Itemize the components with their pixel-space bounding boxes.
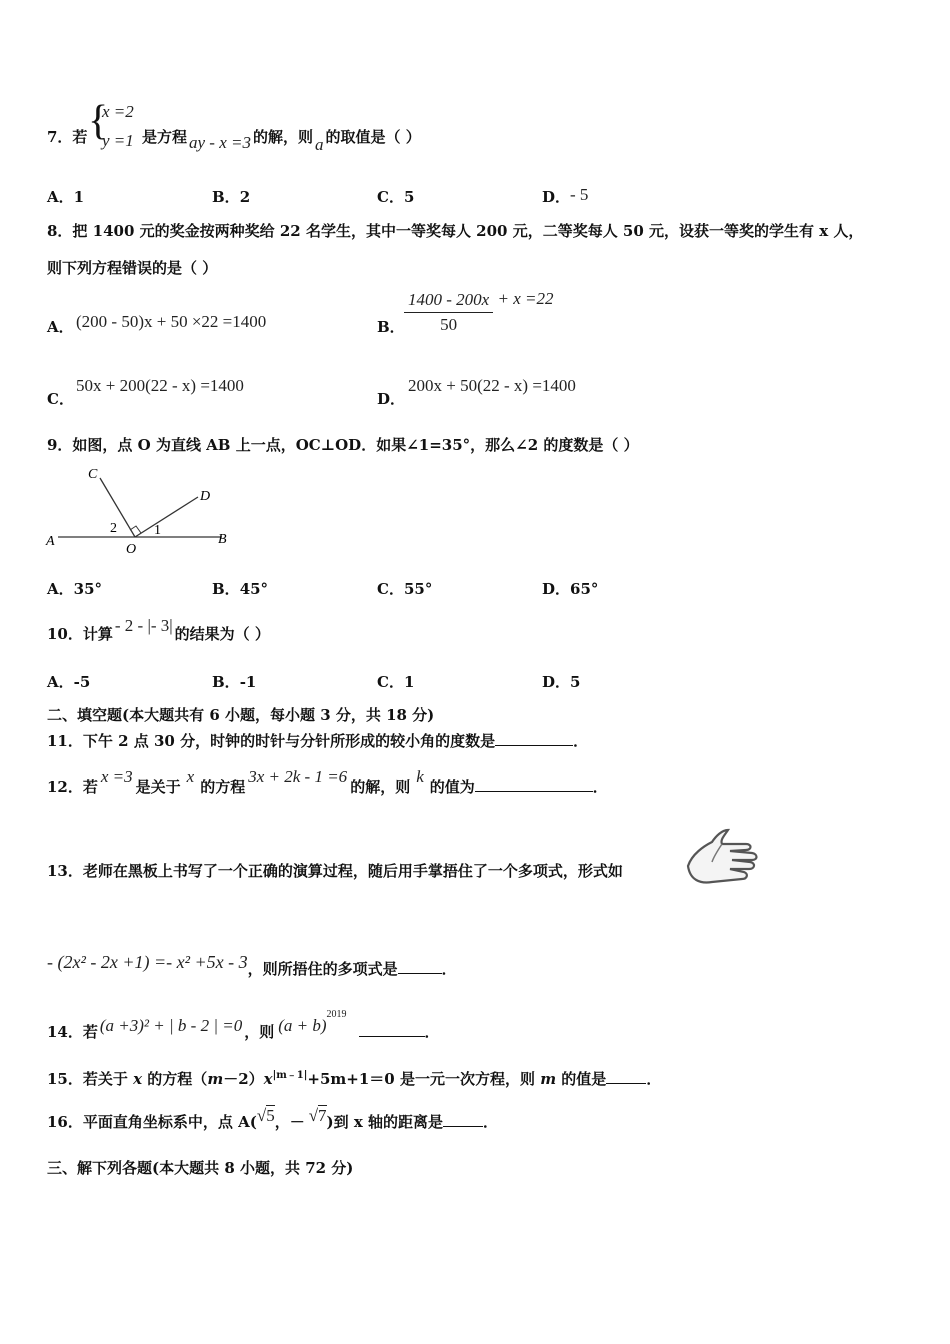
- q10-option-c[interactable]: C．1: [377, 673, 415, 691]
- q8-line2: 则下列方程错误的是（ ）: [47, 259, 218, 277]
- label-o: O: [126, 542, 137, 557]
- q15-blank[interactable]: [606, 1069, 646, 1084]
- q12-text: 12．若x =3是关于x的方程3x + 2k - 1 =6的解，则k的值为 ．: [47, 767, 608, 796]
- q12-blank[interactable]: [475, 777, 593, 792]
- q7-system-eq2: y =1: [102, 131, 134, 150]
- q16-text: 16．平面直角坐标系中，点 A(√5，－ √7)到 x 轴的距离是 ．: [47, 1106, 499, 1131]
- q7-variable: a: [315, 135, 324, 154]
- ray-od: [135, 497, 198, 537]
- q7-option-c[interactable]: C．5: [377, 188, 415, 206]
- label-angle-2: 2: [110, 521, 117, 536]
- b-fraction-numerator: 1400 - 200x: [404, 290, 493, 313]
- q7-option-b[interactable]: B．2: [212, 188, 251, 206]
- sqrt-5: 5: [266, 1106, 275, 1125]
- hand-icon: [682, 826, 760, 890]
- q8-option-a-label[interactable]: A．: [47, 318, 74, 336]
- q8-option-a-expr: (200 - 50)x + 50 ×22 =1400: [76, 312, 267, 331]
- q9-figure: [40, 460, 240, 560]
- q9-option-a[interactable]: A．35°: [47, 580, 103, 598]
- q11-blank[interactable]: [495, 731, 573, 746]
- q13-line1: 13．老师在黑板上书写了一个正确的演算过程，随后用手掌捂住了一个多项式，形式如: [47, 862, 623, 880]
- q13-blank[interactable]: [398, 959, 442, 974]
- label-c: C: [88, 467, 98, 482]
- q12-eq2: 3x + 2k - 1 =6: [248, 767, 348, 786]
- q7-text: 是方程 ay - x =3 的解，则 a 的取值是（ ）: [142, 128, 421, 154]
- q8-option-c-label[interactable]: C．: [47, 390, 74, 408]
- q7-system-eq1: x =2: [102, 102, 134, 121]
- sqrt-7: 7: [318, 1106, 327, 1125]
- q8-option-b-expr: [404, 290, 553, 335]
- q14-expr: (a +3)² + | b - 2 | =0: [99, 1016, 243, 1035]
- section-3-heading: 三、解下列各题(本大题共 8 小题，共 72 分): [47, 1159, 354, 1177]
- q9-option-c[interactable]: C．55°: [377, 580, 433, 598]
- q10-expr: - 2 - |- 3|: [114, 616, 173, 635]
- label-angle-1: 1: [154, 523, 161, 538]
- q14-blank[interactable]: [359, 1022, 425, 1037]
- q10-option-b[interactable]: B．-1: [212, 673, 257, 691]
- q13-expr: - (2x² - 2x +1) =- x² +5x - 3: [47, 952, 248, 972]
- q9-option-d[interactable]: D．65°: [542, 580, 599, 598]
- q7-option-d[interactable]: D．- 5: [542, 185, 589, 206]
- q13-line2: - (2x² - 2x +1) =- x² +5x - 3，则所捂住的多项式是 ．: [47, 952, 457, 978]
- section-2-heading: 二、填空题(本大题共有 6 小题，每小题 3 分，共 18 分): [47, 706, 435, 724]
- system-brace: {: [88, 98, 109, 144]
- q7-equation: ay - x =3: [189, 133, 251, 152]
- q14-expr2: (a + b): [278, 1016, 327, 1035]
- q8-line1: 8．把 1400 元的奖金按两种奖给 22 名学生，其中一等奖每人 200 元，二等奖每人 50 元，设获一等奖的学生有 x 人，: [47, 222, 864, 240]
- q14-text: 14．若 (a +3)² + | b - 2 | =0 ，则 $(a + b)^{2019}$．: [47, 1009, 440, 1041]
- q10-option-a[interactable]: A．-5: [47, 673, 91, 691]
- q10-option-d[interactable]: D．5: [542, 673, 581, 691]
- q8-option-c-expr: 50x + 200(22 - x) =1400: [76, 376, 244, 395]
- q8-option-d-expr: 200x + 50(22 - x) =1400: [408, 376, 576, 395]
- q10-text: 10．计算 - 2 - |- 3| 的结果为（ ）: [47, 616, 270, 643]
- b-fraction-denominator: 50: [440, 315, 458, 334]
- q9-option-b[interactable]: B．45°: [212, 580, 269, 598]
- q7-option-a[interactable]: A．1: [47, 188, 85, 206]
- label-b: B: [218, 532, 227, 547]
- ray-oc: [100, 478, 135, 537]
- q8-option-d-label[interactable]: D．: [377, 390, 406, 408]
- q9-text: 9．如图，点 O 为直线 AB 上一点，OC⊥OD．如果∠1=35°，那么∠2 的度数是（ ）: [47, 436, 639, 454]
- q8-option-b-label[interactable]: B．: [377, 318, 405, 336]
- q16-blank[interactable]: [443, 1112, 483, 1127]
- q12-eq1: x =3: [100, 767, 133, 786]
- q11-text: 11．下午 2 点 30 分，时钟的时针与分针所形成的较小角的度数是 ．: [47, 732, 589, 750]
- label-a: A: [46, 534, 55, 549]
- label-d: D: [200, 489, 211, 504]
- q15-text: 15．若关于 x 的方程$(m-2)x^{|m﹣1|}+5m+1=0$ 是一元一次方程，则 m 的值是 ．: [47, 1070, 662, 1088]
- q7-number: 7．若: [47, 128, 88, 146]
- b-fraction-rest: + x =22: [497, 289, 554, 309]
